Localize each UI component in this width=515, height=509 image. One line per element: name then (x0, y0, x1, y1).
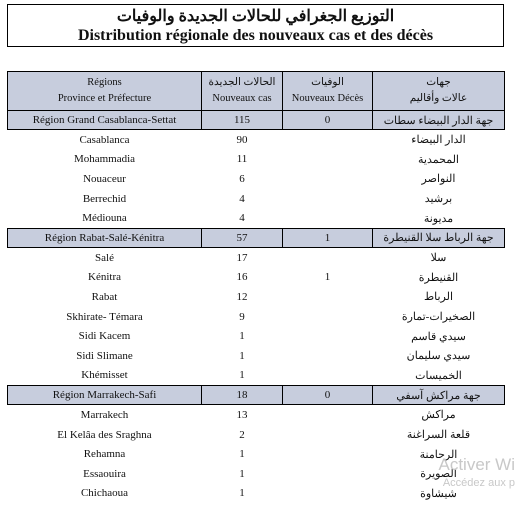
cell-place-ar: مراكش (421, 409, 456, 422)
cell-place-fr: Kénitra (88, 271, 121, 284)
table-row (8, 287, 505, 307)
table-row (8, 130, 505, 150)
table-row (8, 484, 505, 504)
table-row (8, 405, 505, 425)
cell-new-cases: 57 (202, 228, 283, 247)
cell-place-ar: سيدي قاسم (411, 330, 466, 343)
cell-place-fr: Sidi Slimane (76, 349, 133, 362)
cell-place-ar: شيشاوة (420, 487, 457, 500)
cell-new-deaths (283, 405, 373, 425)
cell-place-ar: جهة مراكش آسفي (373, 386, 505, 405)
cell-new-deaths (283, 484, 373, 504)
table-row (8, 464, 505, 484)
distribution-table (7, 71, 505, 503)
cell-new-deaths (283, 307, 373, 327)
cell-place-ar: الصويرة (420, 468, 457, 481)
cell-place-ar: قلعة السراغنة (406, 429, 471, 442)
table-body (8, 111, 505, 504)
cell-place-fr: Khémisset (81, 369, 128, 382)
cell-place-ar: برشيد (424, 193, 453, 206)
cell-new-cases: 2 (239, 428, 245, 441)
activation-watermark-sub: Accédez aux p (442, 477, 515, 489)
cell-new-deaths (283, 287, 373, 307)
header-regions-arabic: جهات عالات وأقاليم (373, 72, 505, 111)
cell-new-cases: 6 (239, 172, 245, 185)
cell-place-ar: جهة الدار البيضاء سطات (373, 111, 505, 130)
header-new-deaths: الوفيات Nouveaux Décès (283, 72, 373, 111)
header-new-cases: الحالات الجديدة Nouveaux cas (202, 72, 283, 111)
cell-new-deaths: 1 (324, 271, 331, 284)
cell-new-deaths (283, 464, 373, 484)
cell-place-ar: المحمدية (418, 153, 459, 166)
cell-new-cases: 12 (236, 290, 248, 303)
table-row (8, 326, 505, 346)
region-row (8, 228, 505, 247)
cell-place-ar: الرباط (423, 291, 454, 304)
cell-new-deaths (283, 169, 373, 189)
cell-new-cases: 9 (239, 310, 245, 323)
activation-watermark: Activer Wi (438, 455, 515, 474)
cell-place-ar: الرحامنة (419, 448, 458, 461)
cell-new-cases: 1 (239, 369, 245, 382)
cell-place-ar: القنيطرة (418, 271, 459, 284)
cell-place-ar: النواصر (421, 173, 456, 186)
table-row (8, 247, 505, 267)
cell-new-cases: 18 (202, 386, 283, 405)
region-row (8, 386, 505, 405)
cell-place-fr: Skhirate- Témara (66, 310, 143, 323)
table-row (8, 346, 505, 366)
table-row (8, 208, 505, 228)
title-arabic: التوزيع الجغرافي للحالات الجديدة والوفيات (116, 8, 395, 25)
cell-place-fr: El Kelâa des Sraghna (57, 428, 152, 441)
title-box (7, 4, 504, 47)
cell-new-cases: 1 (239, 349, 245, 362)
cell-place-fr: Essaouira (83, 467, 126, 480)
cell-new-cases: 90 (236, 133, 248, 146)
table-row (8, 150, 505, 170)
table-row (8, 425, 505, 445)
cell-place-ar: سلا (430, 252, 447, 265)
cell-place-fr: Région Marrakech-Safi (8, 386, 202, 405)
cell-new-cases: 13 (236, 408, 248, 421)
cell-place-fr: Rehamna (83, 448, 126, 461)
cell-place-fr: Sidi Kacem (78, 330, 131, 343)
cell-place-ar: الصخيرات-تمارة (401, 311, 476, 324)
cell-place-fr: Nouaceur (83, 172, 126, 185)
cell-new-deaths (283, 150, 373, 170)
cell-place-fr: Casablanca (79, 133, 130, 146)
table-row (8, 366, 505, 386)
cell-new-deaths (283, 326, 373, 346)
cell-new-cases: 1 (239, 448, 245, 461)
cell-place-ar: جهة الرباط سلا القنيطرة (373, 228, 505, 247)
cell-place-ar: سيدي سليمان (406, 350, 471, 363)
cell-place-ar: الخميسات (415, 369, 462, 382)
cell-place-ar: مديونة (423, 212, 454, 225)
cell-new-cases: 17 (236, 251, 248, 264)
table-row (8, 268, 505, 288)
cell-place-fr: Médiouna (82, 212, 127, 225)
title-french: Distribution régionale des nouveaux cas et des décès (77, 27, 434, 44)
cell-new-cases: 115 (202, 111, 283, 130)
cell-new-cases: 11 (236, 153, 248, 166)
cell-new-deaths: 0 (283, 386, 373, 405)
cell-new-deaths (283, 366, 373, 386)
cell-place-fr: Mohammadia (73, 153, 136, 166)
table-row (8, 307, 505, 327)
cell-new-cases: 1 (239, 487, 245, 500)
cell-new-deaths: 1 (283, 228, 373, 247)
cell-new-deaths (283, 346, 373, 366)
cell-place-fr: Marrakech (80, 408, 129, 421)
cell-place-fr: Rabat (91, 290, 118, 303)
cell-new-deaths (283, 247, 373, 267)
cell-place-fr: Région Grand Casablanca-Settat (8, 111, 202, 130)
cell-new-deaths: 0 (283, 111, 373, 130)
cell-new-deaths (283, 189, 373, 209)
cell-new-cases: 1 (239, 330, 245, 343)
table-row (8, 444, 505, 464)
cell-place-ar: الدار البيضاء (411, 134, 466, 147)
cell-place-fr: Berrechid (82, 192, 127, 205)
table-row (8, 169, 505, 189)
cell-place-fr: Salé (95, 251, 114, 264)
cell-place-fr: Chichaoua (80, 487, 129, 500)
region-row (8, 111, 505, 130)
cell-new-deaths (283, 208, 373, 228)
cell-new-deaths (283, 444, 373, 464)
table-row (8, 189, 505, 209)
header-regions: Régions Province et Préfecture (8, 72, 202, 111)
cell-new-cases: 4 (239, 212, 245, 225)
cell-new-cases: 4 (239, 192, 245, 205)
table-header-row (8, 72, 505, 111)
cell-new-deaths (283, 130, 373, 150)
cell-new-deaths (283, 425, 373, 445)
cell-new-cases: 16 (236, 271, 248, 284)
cell-new-cases: 1 (239, 467, 245, 480)
cell-place-fr: Région Rabat-Salé-Kénitra (8, 228, 202, 247)
